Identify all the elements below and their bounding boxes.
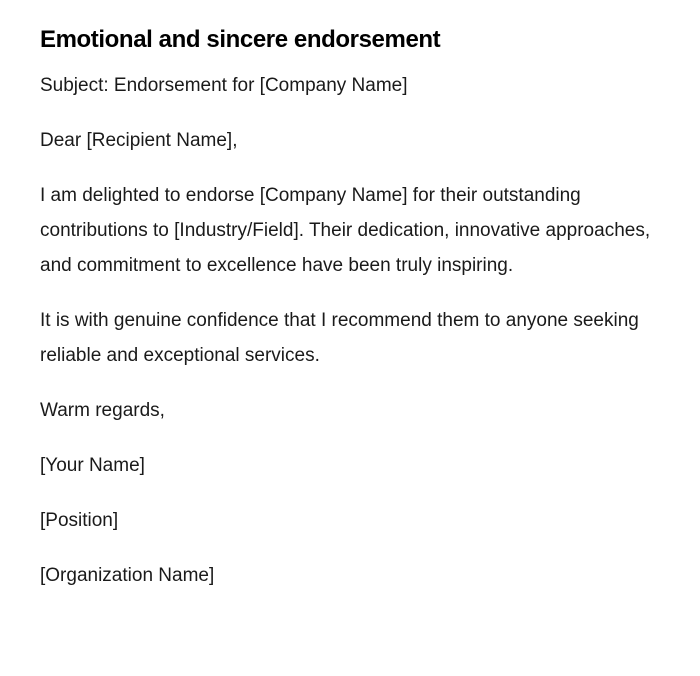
subject-line: Subject: Endorsement for [Company Name]: [40, 75, 408, 96]
body-paragraph-recommendation: It is with genuine confidence that I recommend them to anyone seeking reliable and exceptional services.: [40, 310, 639, 366]
closing: Warm regards,: [40, 400, 165, 421]
signature-position: [Position]: [40, 510, 119, 531]
signature-organization: [Organization Name]: [40, 565, 215, 586]
document: [40, 22, 660, 613]
body-paragraph-endorsement: I am delighted to endorse [Company Name] for their outstanding contributions to [Industry/Field]. Their dedication, innovative approaches, and commitment to excellence have been truly inspiring.: [40, 185, 651, 276]
document-title: Emotional and sincere endorsement: [40, 26, 441, 53]
signature-name: [Your Name]: [40, 455, 145, 476]
salutation: Dear [Recipient Name],: [40, 130, 238, 151]
